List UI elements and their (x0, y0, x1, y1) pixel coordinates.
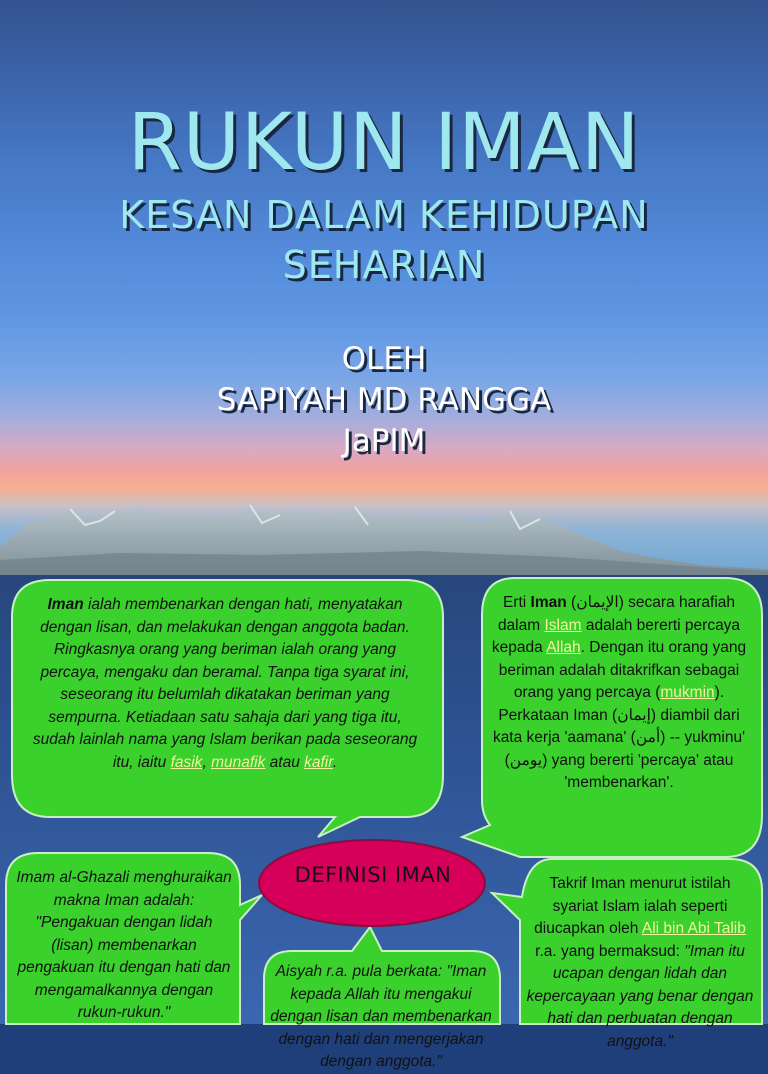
mountain-range-illustration (0, 485, 768, 575)
link-ali-bin-abi-talib[interactable]: Ali bin Abi Talib (641, 920, 746, 937)
slide-title: RUKUN IMAN (127, 98, 641, 188)
bubble-1-body: ialah membenarkan dengan hati, menyatakan dengan lisan, dan melakukan dengan anggota badan. Ringkasnya orang yang beriman ialah orang yang percaya, mengaku dan beramal. Tanpa tiga syarat ini, seseorang itu belumlah dikatakan beriman yang sempurna. Ketiadaan satu sahaja dari yang tiga itu, sudah lainlah nama yang Islam berikan pada seseorang itu, iaitu (32, 596, 418, 771)
bubble-2-lead: Erti (502, 594, 531, 611)
slide-subtitle-line1: KESAN DALAM KEHIDUPAN (119, 193, 649, 237)
bubble-1-body-b: atau (265, 753, 305, 771)
bubble-3-text: Imam al-Ghazali menghuraikan makna Iman adalah: "Pengakuan dengan lidah (lisan) membenarkan pengakuan itu dengan hati dan mengamalkannya dengan rukun-rukun." (16, 869, 232, 1021)
bubble-1-text (28, 594, 422, 824)
bubble-2-term: Iman (530, 594, 567, 611)
bubble-5-body-a: Takrif Iman menurut istilah syariat Islam ialah seperti diucapkan oleh (534, 875, 731, 937)
bubble-5-quote: "Iman itu ucapan dengan lidah dan kepercayaan yang benar dengan hati dan perbuatan dengan anggota." (526, 942, 754, 1050)
author-name: SAPIYAH MD RANGGA (216, 382, 552, 418)
organization-name: JaPIM (342, 423, 426, 459)
by-label: OLEH (341, 341, 427, 377)
bubble-5-body-b: r.a. yang bermaksud: (535, 942, 685, 960)
link-fasik[interactable]: fasik (170, 753, 203, 771)
bubble-1-term: Iman (47, 596, 84, 613)
bubble-2-text (488, 592, 750, 857)
bubble-4-text: Aisyah r.a. pula berkata: "Iman kepada Allah itu mengakui dengan lisan dan membenarkan dengan hati dan mengerjakan dengan anggota." (270, 963, 492, 1070)
link-kafir[interactable]: kafir (304, 753, 333, 771)
bubble-5-text (526, 873, 754, 1050)
definition-heading: DEFINISI IMAN (294, 863, 452, 887)
bubble-2-body-d: ). Perkataan Iman (إيمان) diambil dari kata kerja 'aamana' (أمن) -- yukminu' (يومن) yang bererti 'percaya' atau 'membenarkan'. (492, 684, 746, 791)
bubble-2-body-a: (الإيمان) secara harafiah dalam (497, 594, 736, 634)
bubble-1-sep: , (202, 753, 212, 771)
link-munafik[interactable]: munafik (211, 753, 266, 771)
slide-subtitle-line2: SEHARIAN (282, 243, 486, 287)
link-allah[interactable]: Allah (546, 639, 581, 656)
definition-slide (0, 575, 768, 1070)
bubble-2-body-c: . Dengan itu orang yang beriman adalah ditakrifkan sebagai orang yang percaya ( (498, 639, 747, 701)
bubble-2-body-b: adalah bererti percaya kepada (491, 616, 741, 656)
link-mukmin[interactable]: mukmin (660, 684, 715, 701)
bubble-1-end: . (332, 753, 338, 771)
link-islam[interactable]: Islam (544, 616, 582, 634)
